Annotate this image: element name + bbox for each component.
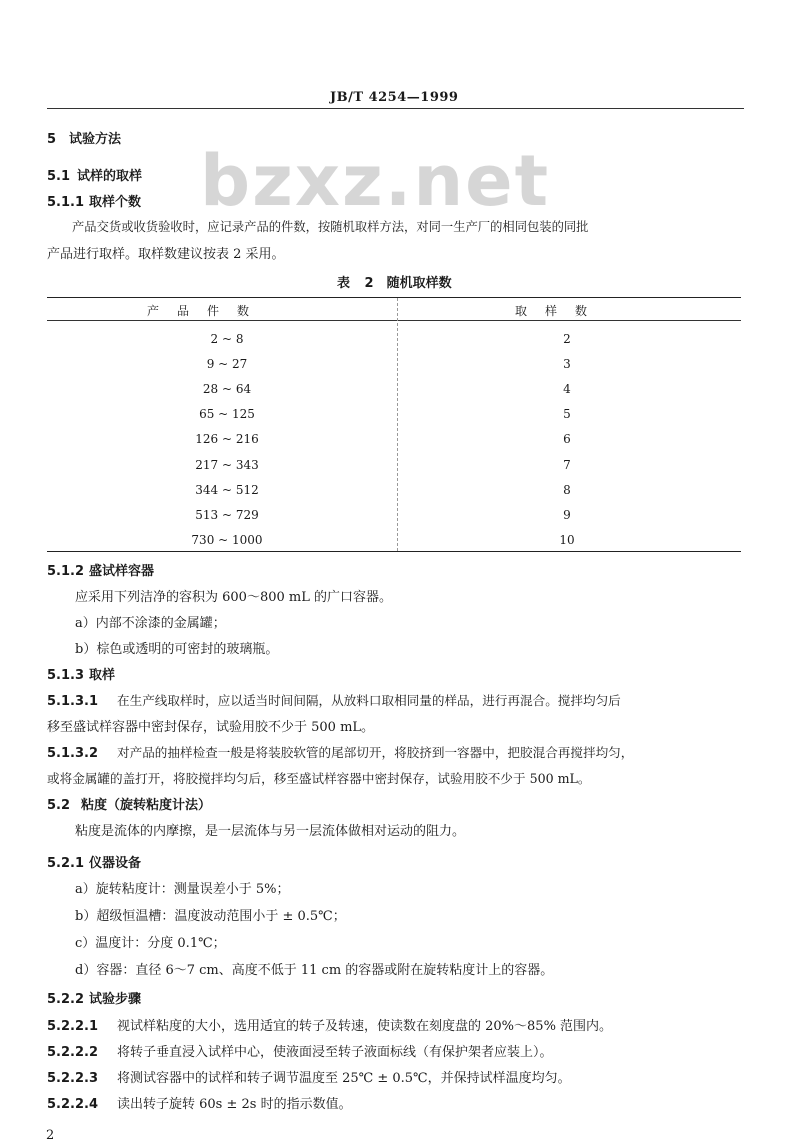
table-cell-range: 344 ~ 512 (195, 483, 259, 497)
section-title: 试验方法 (69, 132, 122, 147)
section-5-1-1-heading (47, 191, 141, 210)
table-cell-count: 6 (563, 432, 571, 446)
table-cell-range: 217 ~ 343 (195, 458, 259, 472)
table-cell-range: 65 ~ 125 (199, 407, 255, 421)
clause-5-1-3-2-line1 (47, 742, 633, 761)
paragraph-line: 产品交货或收货验收时，应记录产品的件数，按随机取样方法，对同一生产厂的相同包装的同批 (72, 220, 589, 234)
table-cell-count: 2 (563, 332, 571, 346)
section-number: 5.2.1 (47, 856, 85, 871)
section-title: 盛试样容器 (89, 564, 155, 579)
column-header-product-count: 产品件数 (147, 304, 268, 318)
sampling-table (47, 297, 741, 552)
table-cell-count: 4 (563, 382, 571, 396)
section-number: 5.1.1 (47, 195, 85, 210)
standard-code-header: JB/T 4254—1999 (330, 90, 459, 105)
section-5-1-3-heading (47, 664, 115, 683)
clause-text: 视试样粘度的大小，选用适宜的转子及转速，使读数在刻度盘的 20%～85% 范围内。 (117, 1019, 613, 1034)
table-cell-count: 3 (563, 357, 571, 371)
list-item-c: c）温度计：分度 0.1℃； (75, 936, 226, 951)
column-header-sample-count: 取样数 (515, 304, 606, 318)
clause-5-2-2-2 (47, 1041, 553, 1060)
clause-5-1-3-1-line1 (47, 690, 621, 709)
paragraph-line: 或将金属罐的盖打开，将胶搅拌均匀后，移至盛试样容器中密封保存，试验用胶不少于 500 mL。 (47, 771, 591, 786)
clause-number: 5.2.2.2 (47, 1045, 98, 1060)
section-5-2-heading (47, 794, 211, 813)
clause-text: 在生产线取样时，应以适当时间间隔，从放料口取相同量的样品，进行再混合。搅拌均匀后 (117, 693, 621, 708)
section-number: 5.2.2 (47, 992, 85, 1007)
table-cell-count: 7 (563, 458, 571, 472)
watermark: bzxz.net (200, 140, 551, 222)
table-cell-range: 126 ~ 216 (195, 432, 259, 446)
clause-number: 5.2.2.1 (47, 1019, 98, 1034)
clause-number: 5.1.3.2 (47, 746, 98, 761)
clause-number: 5.1.3.1 (47, 694, 98, 709)
paragraph-line: 应采用下列洁净的容积为 600～800 mL 的广口容器。 (75, 590, 392, 605)
table-cell-range: 513 ~ 729 (195, 508, 259, 522)
list-item-b: b）棕色或透明的可密封的玻璃瓶。 (75, 642, 279, 657)
section-title: 试验步骤 (89, 992, 142, 1007)
paragraph-line: 移至盛试样容器中密封保存，试验用胶不少于 500 mL。 (47, 720, 375, 735)
section-5-2-1-heading (47, 852, 141, 871)
clause-text: 对产品的抽样检查一般是将装胶软管的尾部切开，将胶挤到一容器中，把胶混合再搅拌均匀， (117, 745, 634, 760)
table-cell-count: 5 (563, 407, 571, 421)
table-cell-range: 9 ~ 27 (206, 357, 248, 371)
section-5-2-2-heading (47, 988, 141, 1007)
clause-text: 将测试容器中的试样和转子调节温度至 25℃ ± 0.5℃，并保持试样温度均匀。 (117, 1071, 571, 1086)
paragraph-line: 产品进行取样。取样数建议按表 2 采用。 (47, 247, 285, 262)
section-5-heading (47, 128, 121, 147)
table-cell-range: 28 ~ 64 (202, 382, 252, 396)
section-title: 取样个数 (89, 195, 142, 210)
header-rule (47, 108, 744, 109)
list-item-a: a）内部不涂漆的金属罐； (75, 616, 226, 631)
clause-number: 5.2.2.4 (47, 1097, 98, 1112)
table-cell-count: 8 (563, 483, 571, 497)
list-item-a: a）旋转粘度计：测量误差小于 5%； (75, 882, 290, 897)
section-title: 粘度（旋转粘度计法） (81, 798, 212, 813)
table-cell-range: 2 ~ 8 (210, 332, 244, 346)
clause-text: 读出转子旋转 60s ± 2s 时的指示数值。 (117, 1097, 352, 1112)
table-cell-count: 9 (563, 508, 571, 522)
clause-5-2-2-3 (47, 1067, 571, 1086)
section-number: 5 (47, 132, 57, 147)
table-caption: 表 2 随机取样数 (337, 276, 452, 291)
clause-number: 5.2.2.3 (47, 1071, 98, 1086)
section-number: 5.1.2 (47, 564, 85, 579)
list-item-d: d）容器：直径 6～7 cm、高度不低于 11 cm 的容器或附在旋转粘度计上的容器。 (75, 963, 554, 978)
section-title: 仪器设备 (89, 856, 142, 871)
section-title: 试样的取样 (77, 169, 143, 184)
section-title: 取样 (89, 668, 116, 683)
clause-text: 将转子垂直浸入试样中心，使液面浸至转子液面标线（有保护架者应装上）。 (117, 1045, 553, 1060)
table-column-divider (397, 298, 398, 551)
section-5-1-2-heading (47, 560, 154, 579)
section-number: 5.2 (47, 798, 71, 813)
section-number: 5.1 (47, 169, 71, 184)
clause-5-2-2-4 (47, 1093, 352, 1112)
paragraph-line: 粘度是流体的内摩擦，是一层流体与另一层流体做相对运动的阻力。 (75, 824, 466, 839)
list-item-b: b）超级恒温槽：温度波动范围小于 ± 0.5℃； (75, 909, 346, 924)
table-cell-count: 10 (559, 533, 575, 547)
table-header-rule (47, 320, 741, 321)
section-5-1-heading (47, 165, 142, 184)
table-cell-range: 730 ~ 1000 (191, 533, 263, 547)
page-number: 2 (46, 1128, 55, 1143)
clause-5-2-2-1 (47, 1015, 612, 1034)
section-number: 5.1.3 (47, 668, 85, 683)
